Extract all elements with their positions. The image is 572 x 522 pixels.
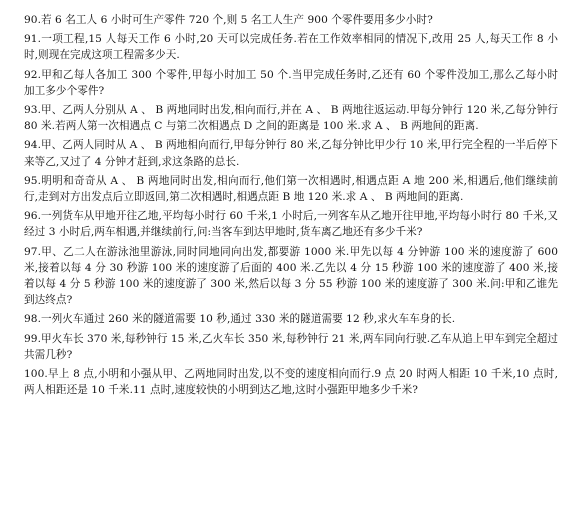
problem-91: 91.一项工程,15 人每天工作 6 小时,20 天可以完成任务.若在工作效率相同的情况下,改用 25 人,每天工作 8 小时,则现在完成这项工程需多少天.	[24, 33, 558, 62]
problem-99: 99.甲火车长 370 米,每秒钟行 15 米,乙火车长 350 米,每秒钟行 21 米,两车同向行驶.乙车从追上甲车到完全超过共需几秒?	[24, 332, 558, 361]
problem-97: 97.甲、乙二人在游泳池里游泳,同时同地同向出发,都要游 1000 米.甲先以每 4 分钟游 100 米的速度游了 600 米,接着以每 4 分 30 秒游 100 米的速度游了后面的 400 米.乙先以 4 分 15 秒游 100 米的速度游了 400 米,接着以每 4 分 5 秒游 100 米的速度游了 300 米,然后以每 3 分 55 秒游 100 米的速度游了 300 米.问:甲和乙谁先到达终点?	[24, 245, 558, 307]
problem-94: 94.甲、乙两人同时从 A 、 B 两地相向而行,甲每分钟行 80 米,乙每分钟比甲少行 10 米,甲行完全程的一半后停下来等乙,又过了 4 分钟才赶到,求这条路的总长.	[24, 139, 558, 168]
problem-96: 96.一列货车从甲地开往乙地,平均每小时行 60 千米,1 小时后,一列客车从乙地开往甲地,平均每小时行 80 千米,又经过 3 小时后,两车相遇,并继续前行,问:当客车到达甲地时,货车离乙地还有多少千米?	[24, 210, 558, 239]
problem-95: 95.明明和奇奇从 A 、 B 两地同时出发,相向而行,他们第一次相遇时,相遇点距 A 地 200 米,相遇后,他们继续前行,走到对方出发点后立即返回,第二次相遇时,相遇点距 B 地 120 米.求 A 、 B 两地间的距离.	[24, 174, 558, 204]
problem-90: 90.若 6 名工人 6 小时可生产零件 720 个,则 5 名工人生产 900 个零件要用多少小时?	[24, 14, 433, 26]
problem-93: 93.甲、乙两人分别从 A 、 B 两地同时出发,相向而行,并在 A 、 B 两地往返运动.甲每分钟行 120 米,乙每分钟行 80 米.若两人第一次相遇点 C 与第二次相遇点 D 之间的距离是 100 米.求 A 、 B 两地间的距离.	[24, 104, 558, 133]
problem-92: 92.甲和乙每人各加工 300 个零件,甲每小时加工 50 个.当甲完成任务时,乙还有 60 个零件没加工,那么乙每小时加工多少个零件?	[24, 68, 558, 97]
problem-98: 98.一列火车通过 260 米的隧道需要 10 秒,通过 330 米的隧道需要 12 秒,求火车车身的长.	[24, 313, 456, 326]
problem-100: 100.早上 8 点,小明和小强从甲、乙两地同时出发,以不变的速度相向而行.9 点 20 时两人相距 10 千米,10 点时,两人相距还是 10 千米.11 点时,速度较快的小明到达乙地,这时小强距甲地多少千米?	[24, 368, 558, 397]
